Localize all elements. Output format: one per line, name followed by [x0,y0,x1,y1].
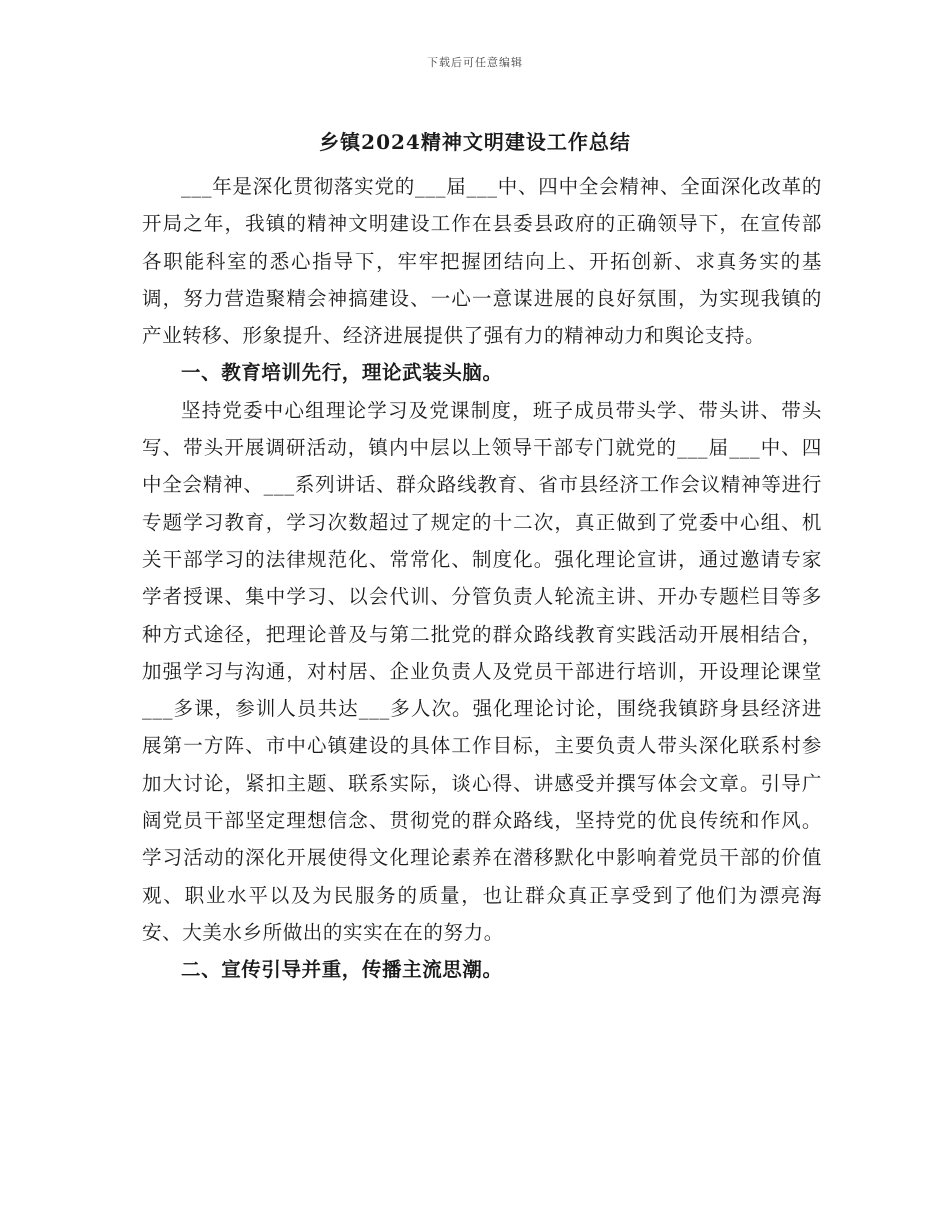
section-1-paragraph: 坚持党委中心组理论学习及党课制度，班子成员带头学、带头讲、带头写、带头开展调研活动，镇内中层以上领导干部专门就党的___届___中、四中全会精神、___系列讲话、群众路线教育、省市县经济工作会议精神等进行专题学习教育，学习次数超过了规定的十二次，真正做到了党委中心组、机关干部学习的法律规范化、常常化、制度化。强化理论宣讲，通过邀请专家学者授课、集中学习、以会代训、分管负责人轮流主讲、开办专题栏目等多种方式途径，把理论普及与第二批党的群众路线教育实践活动开展相结合，加强学习与沟通，对村居、企业负责人及党员干部进行培训，开设理论课堂___多课，参训人员共达___多人次。强化理论讨论，围绕我镇跻身县经济进展第一方阵、市中心镇建设的具体工作目标，主要负责人带头深化联系村参加大讨论，紧扣主题、联系实际，谈心得、讲感受并撰写体会文章。引导广阔党员干部坚定理想信念、贯彻党的群众路线，坚持党的优良传统和作风。学习活动的深化开展使得文化理论素养在潜移默化中影响着党员干部的价值观、职业水平以及为民服务的质量，也让群众真正享受到了他们为漂亮海安、大美水乡所做出的实实在在的努力。 [142,398,822,944]
document-body [142,168,822,989]
header-note: 下载后可任意编辑 [427,56,523,69]
section-1-heading: 一、教育培训先行，理论武装头脑。 [181,361,503,385]
intro-paragraph: ___年是深化贯彻落实党的___届___中、四中全会精神、全面深化改革的开局之年，我镇的精神文明建设工作在县委县政府的正确领导下，在宣传部各职能科室的悉心指导下，牢牢把握团结向上、开拓创新、求真务实的基调，努力营造聚精会神搞建设、一心一意谋进展的良好氛围，为实现我镇的产业转移、形象提升、经济进展提供了强有力的精神动力和舆论支持。 [142,175,822,348]
section-2-heading: 二、宣传引导并重，传播主流思潮。 [181,958,503,982]
document-title: 乡镇2024精神文明建设工作总结 [319,130,631,154]
